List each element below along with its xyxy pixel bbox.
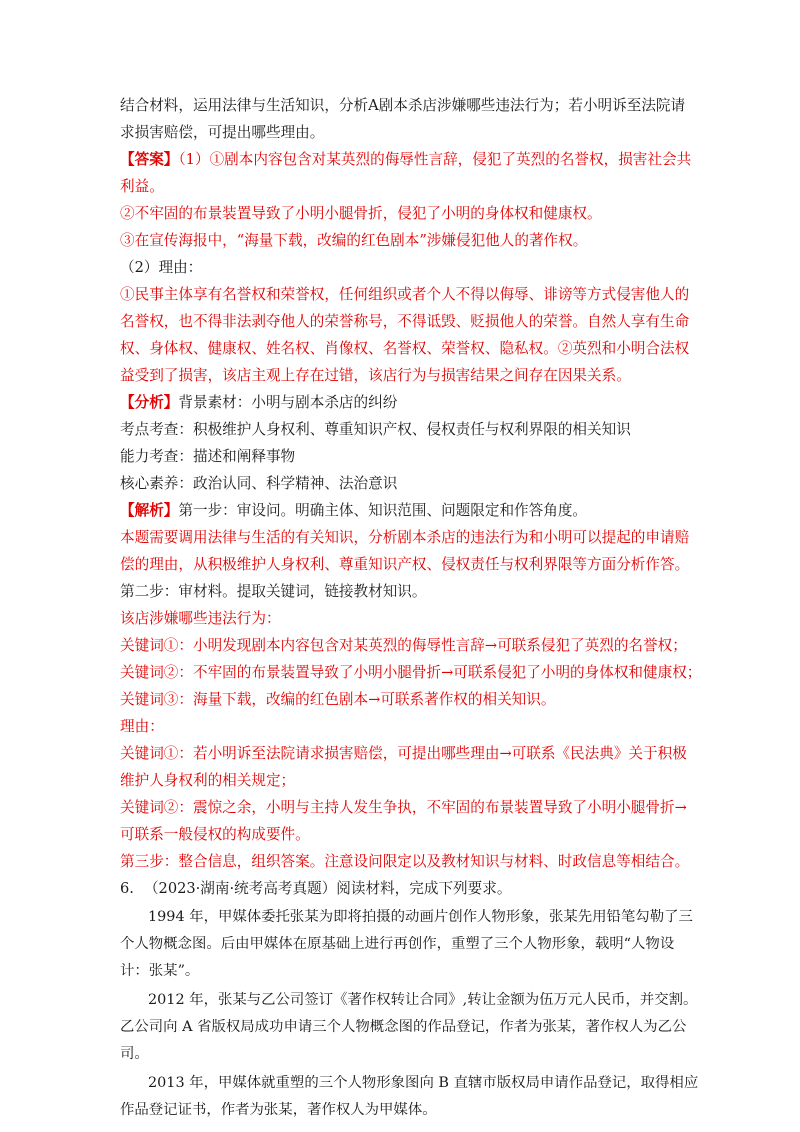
step1-detail-b: 偿的理由，从积极维护人身权利、尊重知识产权、侵权责任与权利界限等方面分析作答。 [120, 556, 690, 573]
reason-line-b: 名誉权，也不得非法剥夺他人的荣誉称号，不得诋毁、贬损他人的荣誉。自然人享有生命 [120, 313, 690, 330]
material-3-line-b: 作品登记证书，作者为张某，著作权人为甲媒体。 [120, 1102, 437, 1118]
reason-label: 理由： [120, 718, 164, 735]
answer-part1-item2: ②不牢固的布景装置导致了小明小腿骨折，侵犯了小明的身体权和健康权。 [120, 205, 602, 222]
question-6-number: 6. [120, 880, 134, 897]
question-6-heading [120, 875, 682, 902]
exam-points: 考点考查：积极维护人身权利、尊重知识产权、侵权责任与权利界限的相关知识 [120, 421, 631, 438]
step1-detail-a: 本题需要调用法律与生活的有关知识，分析剧本杀店的违法行为和小明可以提起的申请赔 [120, 529, 690, 546]
core-literacy: 核心素养：政治认同、科学精神、法治意识 [120, 475, 398, 492]
analysis-background: 背景素材：小明与剧本杀店的纠纷 [178, 394, 398, 411]
keyword-3: 关键词③：海量下载，改编的红色剧本→可联系著作权的相关知识。 [120, 691, 556, 708]
answer-part1-item3: ③在宣传海报中，“海量下载，改编的红色剧本”涉嫌侵犯他人的著作权。 [120, 232, 588, 249]
reason-line-c: 权、身体权、健康权、姓名权、肖像权、名誉权、荣誉权、隐私权。②英烈和小明合法权 [120, 340, 690, 357]
explain-line [120, 497, 682, 524]
step1-text: 第一步：审设问。明确主体、知识范围、问题限定和作答角度。 [178, 502, 588, 519]
material-2-line-c: 司。 [120, 1046, 149, 1062]
answer-part1-text: （1）①剧本内容包含对某英烈的侮辱性言辞，侵犯了英烈的名誉权，损害社会共 [178, 151, 692, 168]
analysis-line [120, 389, 682, 416]
answer-part1-line2: 利益。 [120, 178, 164, 195]
keyword-2: 关键词②：不牢固的布景装置导致了小明小腿骨折→可联系侵犯了小明的身体权和健康权； [120, 664, 702, 681]
answer-tag: 【答案】 [120, 151, 179, 168]
keyword-5-line-a: 关键词②：震惊之余，小明与主持人发生争执，不牢固的布景装置导致了小明小腿骨折→ [120, 799, 687, 816]
step2-text: 第二步：审材料。提取关键词，链接教材知识。 [120, 583, 427, 600]
reason-line-d: 益受到了损害，该店主观上存在过错，该店行为与损害结果之间存在因果关系。 [120, 367, 631, 384]
answer-part1-line1 [120, 146, 692, 173]
reason-heading: （2）理由： [120, 259, 203, 276]
material-1-line-c: 计：张某”。 [120, 963, 200, 979]
keyword-5-line-b: 可联系一般侵权的构成要件。 [120, 826, 310, 843]
keyword-1: 关键词①：小明发现剧本内容包含对某英烈的侮辱性言辞→可联系侵犯了英烈的名誉权； [120, 637, 687, 654]
question-line-2: 求损害赔偿，可提出哪些理由。 [120, 124, 325, 141]
illegal-heading: 该店涉嫌哪些违法行为： [120, 610, 281, 627]
explain-tag: 【解析】 [120, 502, 179, 519]
ability-check: 能力考查：描述和阐释事物 [120, 448, 296, 465]
keyword-4-line-a: 关键词①：若小明诉至法院请求损害赔偿，可提出哪些理由→可联系《民法典》关于积极 [120, 745, 687, 762]
material-1-line-a: 1994 年，甲媒体委托张某为即将拍摄的动画片创作人物形象，张某先用铅笔勾勒了三 [148, 909, 693, 925]
material-2-line-a: 2012 年，张某与乙公司签订《著作权转让合同》,转让金额为伍万元人民币，并交割。 [148, 992, 698, 1008]
question-6-text: （2023·湖南·统考高考真题）阅读材料，完成下列要求。 [143, 880, 512, 897]
analysis-tag: 【分析】 [120, 394, 179, 411]
material-3-line-a: 2013 年，甲媒体就重塑的三个人物形象图向 B 直辖市版权局申请作品登记，取得相应 [148, 1075, 699, 1091]
keyword-4-line-b: 维护人身权利的相关规定； [120, 772, 296, 789]
material-2-line-b: 乙公司向 A 省版权局成功申请三个人物概念图的作品登记，作者为张某，著作权人为乙公 [120, 1019, 687, 1035]
question-line-1: 结合材料，运用法律与生活知识，分析A剧本杀店涉嫌哪些违法行为；若小明诉至法院请 [120, 97, 686, 114]
step3-text: 第三步：整合信息，组织答案。注意设问限定以及教材知识与材料、时政信息等相结合。 [120, 853, 690, 870]
material-1-line-b: 个人物概念图。后由甲媒体在原基础上进行再创作，重塑了三个人物形象，载明“人物设 [120, 936, 675, 952]
reason-line-a: ①民事主体享有名誉权和荣誉权，任何组织或者个人不得以侮辱、诽谤等方式侵害他人的 [120, 286, 690, 303]
